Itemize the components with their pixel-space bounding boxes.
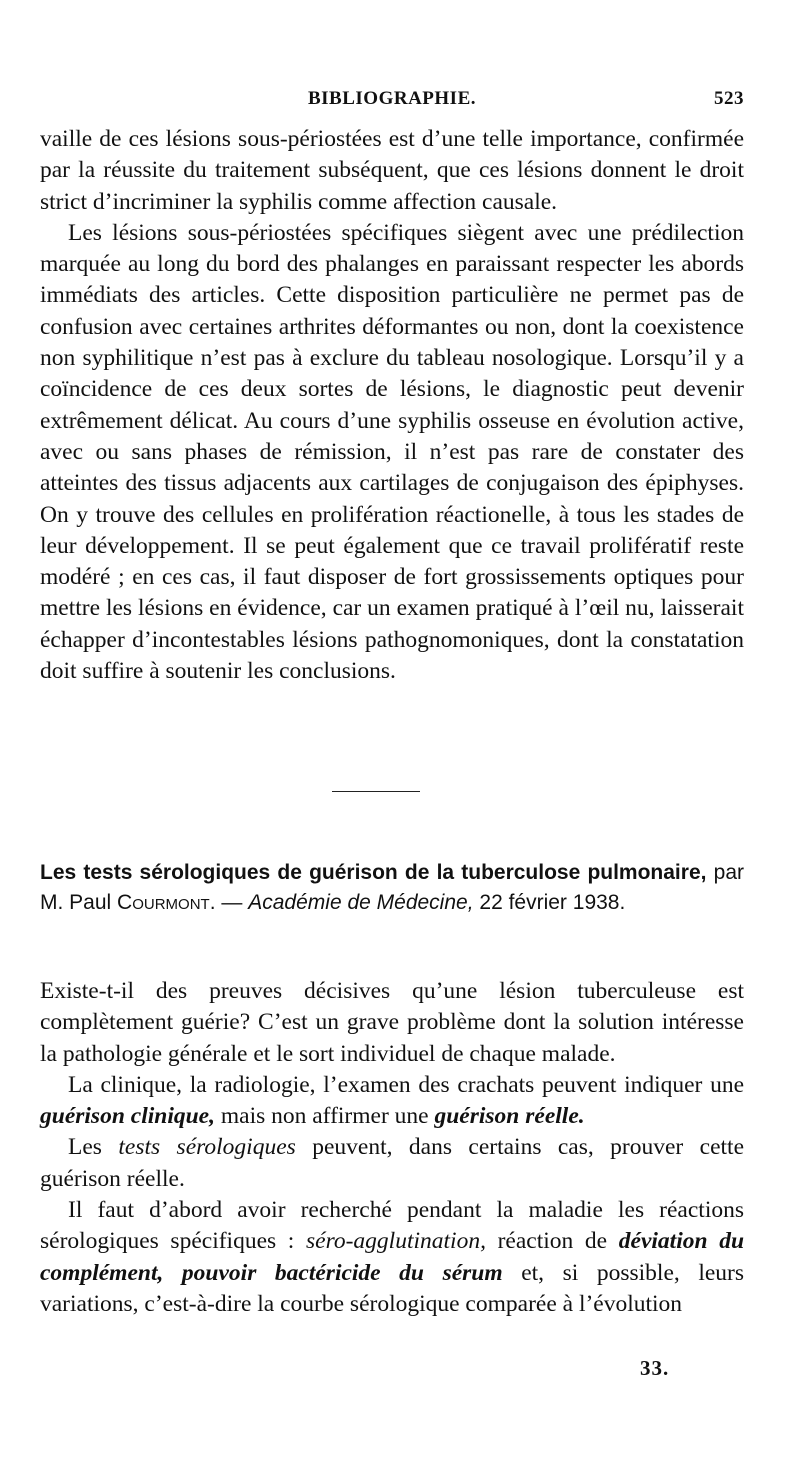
paragraph: Existe-t-il des preuves décisives qu’une lésion tuberculeuse est complètement guérie? C’est un grave problème dont la solution intéresse la pathologie générale et le sort individuel de chaque malade. xyxy=(40,978,744,1067)
paragraph: La clinique, la radiologie, l’examen des crachats peuvent indiquer une guérison clinique, mais non affirmer une guérison réelle. xyxy=(40,1071,744,1130)
page-number: 523 xyxy=(714,88,744,109)
section-divider xyxy=(332,791,420,792)
article-title: Les tests sérologiques de guérison de la tuberculose pulmonaire, xyxy=(40,861,707,884)
article-body xyxy=(40,976,744,1320)
running-head xyxy=(40,88,744,116)
article-heading xyxy=(40,858,744,918)
paragraph: Il faut d’abord avoir recherché pendant la maladie les réactions sérologiques spécifiques : séro-agglutination, réaction de déviation du complément, pouvoir bactéricide du sérum et, si possible, leurs variations, c’est-à-dire la courbe sérologique comparée à l’évolution xyxy=(40,1197,745,1317)
running-head-title: BIBLIOGRAPHIE. xyxy=(307,88,476,109)
paragraph: Les tests sérologiques peuvent, dans certains cas, prouver cette guérison réelle. xyxy=(40,1134,745,1192)
article-byline: par M. Paul Courmont. — Académie de Médecine, 22 février 1938. xyxy=(40,861,744,914)
article-author: Courmont. xyxy=(117,891,216,914)
article-venue: Académie de Médecine, xyxy=(248,891,474,914)
continued-article-body xyxy=(40,124,744,687)
signature-mark: 33. xyxy=(640,1356,670,1380)
paragraph: Les lésions sous-périostées spécifiques siègent avec une prédilection marquée au long du bord des phalanges en paraissant respecter les abords immédiats des articles. Cette disposition particulière ne permet pas de confusion avec certaines arthrites déformantes ou non, dont la coexistence non syphilitique n’est pas à exclure du tableau nosologique. Lorsqu’il y a coïncidence de ces deux sortes de lésions, le diagnostic peut devenir extrêmement délicat. Au cours d’une syphilis osseuse en évolution active, avec ou sans phases de rémission, il n’est pas rare de constater des atteintes des tissus adjacents aux cartilages de conjugaison des épiphyses. On y trouve des cellules en prolifération réactionelle, à tous les stades de leur développement. Il se peut également que ce travail prolifératif reste modéré ; en ces cas, il faut disposer de fort grossissements optiques pour mettre les lésions en évidence, car un examen pratiqué à l’œil nu, laisserait échapper d’incontestables lésions pathognomoniques, dont la constatation doit suffire à soutenir les conclusions. xyxy=(40,219,744,685)
paragraph: vaille de ces lésions sous-périostées est d’une telle importance, confirmée par la réussite du traitement subséquent, que ces lésions donnent le droit strict d’incriminer la syphilis comme affection causale. xyxy=(40,126,744,215)
article-date: 22 février 1938. xyxy=(479,891,626,914)
